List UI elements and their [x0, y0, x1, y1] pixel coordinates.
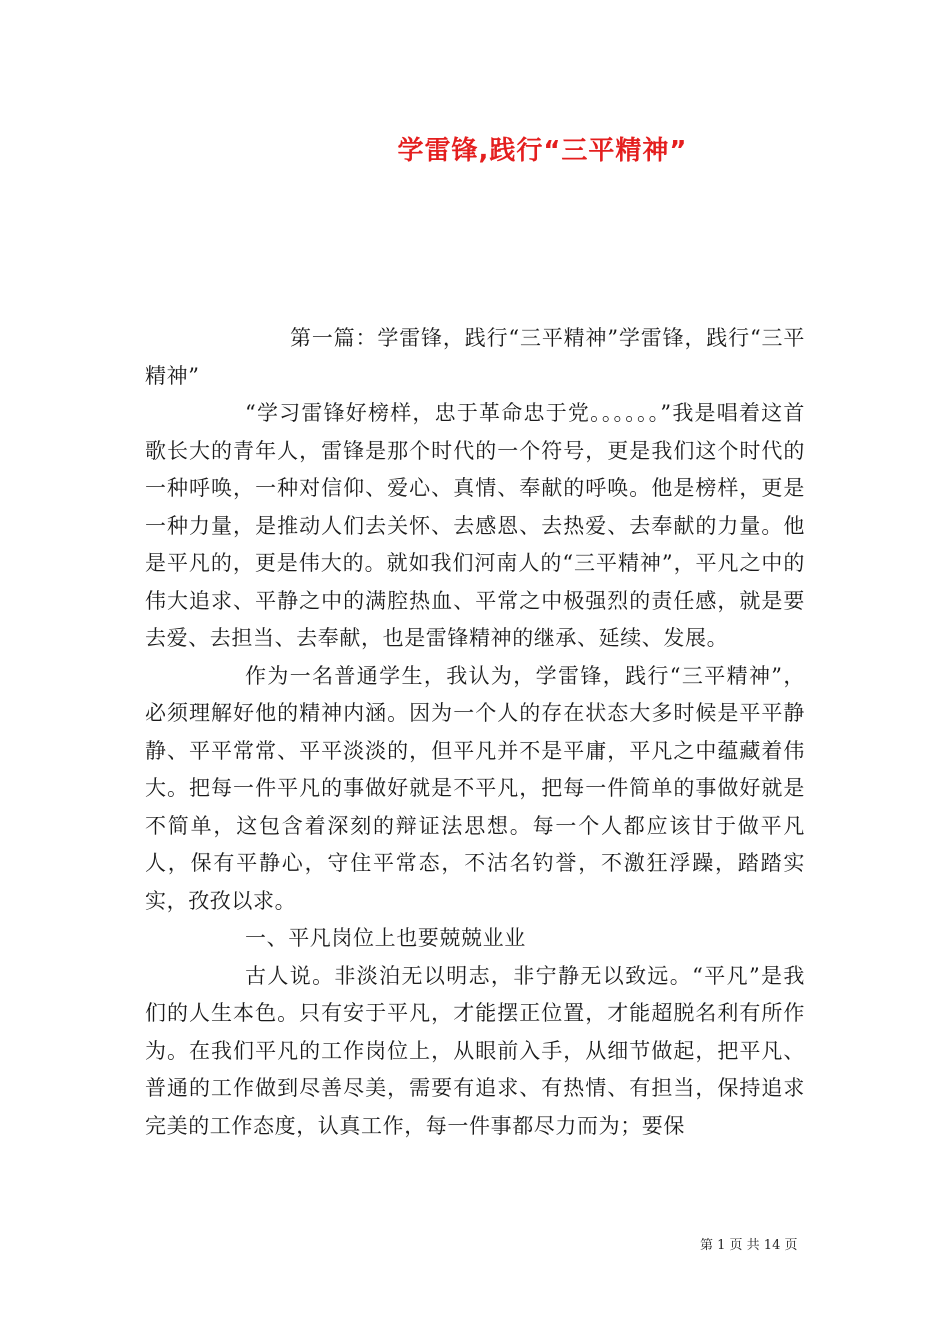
- paragraph: 古人说。非淡泊无以明志，非宁静无以致远。“平凡”是我们的人生本色。只有安于平凡，才能摆正位置，才能超脱名利有所作为。在我们平凡的工作岗位上，从眼前入手，从细节做起，把平凡、普通的工作做到尽善尽美，需要有追求、有热情、有担当，保持追求完美的工作态度，认真工作，每一件事都尽力而为；要保: [145, 963, 805, 1138]
- paragraph: 作为一名普通学生，我认为，学雷锋，践行“三平精神”，必须理解好他的精神内涵。因为一个人的存在状态大多时候是平平静静、平平常常、平平淡淡的，但平凡并不是平庸，平凡之中蕴藏着伟大。把每一件平凡的事做好就是不平凡，把每一件简单的事做好就是不简单，这包含着深刻的辩证法思想。每一个人都应该甘于做平凡人，保有平静心，守住平常态，不沽名钓誉，不激狂浮躁，踏踏实实，孜孜以求。: [145, 663, 805, 913]
- document-title: 学雷锋,践行“三平精神”: [397, 136, 688, 166]
- subsection-heading: 一、平凡岗位上也要兢兢业业: [245, 926, 526, 950]
- paragraph: “学习雷锋好榜样，忠于革命忠于党。。。。。。”我是唱着这首歌长大的青年人，雷锋是那个时代的一个符号，更是我们这个时代的一种呼唤，一种对信仰、爱心、真情、奉献的呼唤。他是榜样，更是一种力量，是推动人们去关怀、去感恩、去热爱、去奉献的力量。他是平凡的，更是伟大的。就如我们河南人的“三平精神”，平凡之中的伟大追求、平静之中的满腔热血、平常之中极强烈的责任感，就是要去爱、去担当、去奉献，也是雷锋精神的继承、延续、发展。: [145, 401, 805, 650]
- page-number-footer: 第 1 页 共 14 页: [700, 1238, 798, 1253]
- section-heading: 第一篇：学雷锋，践行“三平精神”学雷锋，践行“三平精神”: [145, 326, 805, 388]
- document-body: [145, 320, 805, 1145]
